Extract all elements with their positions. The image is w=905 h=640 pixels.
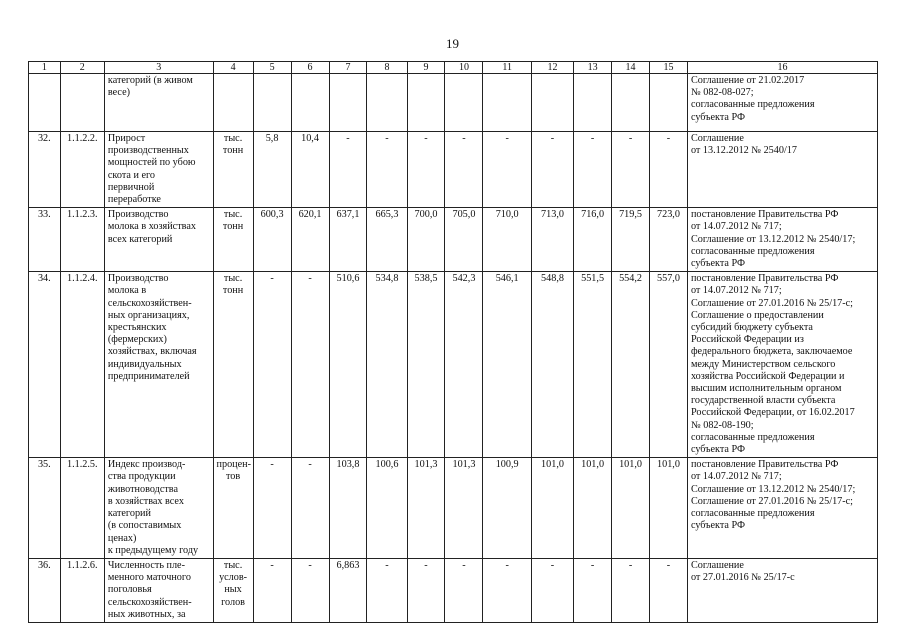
column-header: 8 <box>367 62 407 74</box>
column-header: 12 <box>531 62 573 74</box>
value-cell: - <box>650 132 688 208</box>
value-cell <box>367 74 407 132</box>
value-cell: 665,3 <box>367 208 407 272</box>
column-header: 5 <box>253 62 291 74</box>
value-cell: 101,0 <box>531 458 573 559</box>
row-number: 33. <box>29 208 61 272</box>
column-header: 11 <box>483 62 532 74</box>
value-cell: 101,3 <box>407 458 445 559</box>
unit: тыс. услов- ных голов <box>213 558 253 622</box>
value-cell <box>407 74 445 132</box>
value-cell: - <box>574 558 612 622</box>
column-number-row <box>29 62 878 74</box>
value-cell: - <box>407 132 445 208</box>
value-cell: 600,3 <box>253 208 291 272</box>
value-cell: 542,3 <box>445 272 483 458</box>
row-code: 1.1.2.5. <box>60 458 104 559</box>
value-cell: 620,1 <box>291 208 329 272</box>
value-cell: 557,0 <box>650 272 688 458</box>
value-cell <box>650 74 688 132</box>
value-cell: - <box>329 132 367 208</box>
value-cell: 101,0 <box>650 458 688 559</box>
value-cell: 101,3 <box>445 458 483 559</box>
value-cell: 6,863 <box>329 558 367 622</box>
column-header: 6 <box>291 62 329 74</box>
value-cell: 716,0 <box>574 208 612 272</box>
row-number: 32. <box>29 132 61 208</box>
value-cell <box>329 74 367 132</box>
row-code: 1.1.2.2. <box>60 132 104 208</box>
value-cell: - <box>445 558 483 622</box>
value-cell <box>531 74 573 132</box>
column-header: 1 <box>29 62 61 74</box>
column-header: 14 <box>612 62 650 74</box>
column-header: 9 <box>407 62 445 74</box>
indicator-name: Индекс производ- ства продукции животноводства в хозяйствах всех категорий (в сопоставимых ценах) к предыдущему году <box>104 458 213 559</box>
value-cell: 723,0 <box>650 208 688 272</box>
value-cell: - <box>531 132 573 208</box>
value-cell: - <box>291 558 329 622</box>
value-cell <box>574 74 612 132</box>
row-number <box>29 74 61 132</box>
column-header: 13 <box>574 62 612 74</box>
value-cell: - <box>574 132 612 208</box>
table-row <box>29 132 878 208</box>
column-header: 3 <box>104 62 213 74</box>
value-cell: 100,6 <box>367 458 407 559</box>
value-cell: - <box>253 458 291 559</box>
value-cell: 510,6 <box>329 272 367 458</box>
value-cell: 548,8 <box>531 272 573 458</box>
value-cell <box>253 74 291 132</box>
value-cell: - <box>483 132 532 208</box>
value-cell: 700,0 <box>407 208 445 272</box>
indicator-name: Производство молока в сельскохозяйствен- ных организациях, крестьянских (фермерских) хозяйствах, включая индивидуальных предпринимателей <box>104 272 213 458</box>
basis-document: постановление Правительства РФ от 14.07.2012 № 717; Соглашение от 27.01.2016 № 25/17-с; Соглашение о предоставлении субсидий бюджету субъекта Российской Федерации из федерального бюджета, заключаемое между Министерством сельского хозяйства Российской Федерации и высшим исполнительным органом государственной власти субъекта Российской Федерации, от 16.02.2017 № 082-08-190; согласованные предложения субъекта РФ <box>687 272 877 458</box>
value-cell: - <box>445 132 483 208</box>
row-number: 35. <box>29 458 61 559</box>
page-number: 19 <box>446 36 459 51</box>
value-cell: 551,5 <box>574 272 612 458</box>
value-cell: - <box>483 558 532 622</box>
table-row <box>29 74 878 132</box>
indicators-table <box>28 61 878 623</box>
value-cell <box>291 74 329 132</box>
row-number: 34. <box>29 272 61 458</box>
value-cell: 101,0 <box>574 458 612 559</box>
unit: тыс. тонн <box>213 272 253 458</box>
value-cell: - <box>291 272 329 458</box>
value-cell: - <box>612 132 650 208</box>
value-cell: - <box>531 558 573 622</box>
indicator-name: категорий (в живом весе) <box>104 74 213 132</box>
basis-document: Соглашение от 21.02.2017 № 082-08-027; согласованные предложения субъекта РФ <box>687 74 877 132</box>
value-cell: 705,0 <box>445 208 483 272</box>
value-cell: 100,9 <box>483 458 532 559</box>
value-cell: 101,0 <box>612 458 650 559</box>
value-cell: - <box>253 272 291 458</box>
row-code: 1.1.2.6. <box>60 558 104 622</box>
value-cell: 534,8 <box>367 272 407 458</box>
value-cell: - <box>291 458 329 559</box>
basis-document: постановление Правительства РФ от 14.07.2012 № 717; Соглашение от 13.12.2012 № 2540/17; Соглашение от 27.01.2016 № 25/17-с; согласованные предложения субъекта РФ <box>687 458 877 559</box>
column-header: 16 <box>687 62 877 74</box>
value-cell: 10,4 <box>291 132 329 208</box>
unit: тыс. тонн <box>213 132 253 208</box>
column-header: 10 <box>445 62 483 74</box>
table-row <box>29 272 878 458</box>
value-cell: 538,5 <box>407 272 445 458</box>
unit: тыс. тонн <box>213 208 253 272</box>
table-row <box>29 208 878 272</box>
value-cell: - <box>407 558 445 622</box>
row-code: 1.1.2.3. <box>60 208 104 272</box>
basis-document: Соглашение от 27.01.2016 № 25/17-с <box>687 558 877 622</box>
column-header: 7 <box>329 62 367 74</box>
value-cell: 713,0 <box>531 208 573 272</box>
value-cell: - <box>367 132 407 208</box>
column-header: 15 <box>650 62 688 74</box>
value-cell: 719,5 <box>612 208 650 272</box>
value-cell: - <box>650 558 688 622</box>
indicator-name: Прирост производственных мощностей по убою скота и его первичной переработке <box>104 132 213 208</box>
value-cell: 710,0 <box>483 208 532 272</box>
table-row <box>29 558 878 622</box>
value-cell: 103,8 <box>329 458 367 559</box>
unit <box>213 74 253 132</box>
value-cell <box>612 74 650 132</box>
value-cell: 546,1 <box>483 272 532 458</box>
value-cell: - <box>612 558 650 622</box>
value-cell <box>445 74 483 132</box>
column-header: 4 <box>213 62 253 74</box>
value-cell: - <box>253 558 291 622</box>
unit: процен- тов <box>213 458 253 559</box>
value-cell <box>483 74 532 132</box>
basis-document: постановление Правительства РФ от 14.07.2012 № 717; Соглашение от 13.12.2012 № 2540/17; согласованные предложения субъекта РФ <box>687 208 877 272</box>
value-cell: 5,8 <box>253 132 291 208</box>
indicator-name: Численность пле- менного маточного поголовья сельскохозяйствен- ных животных, за <box>104 558 213 622</box>
column-header: 2 <box>60 62 104 74</box>
value-cell: - <box>367 558 407 622</box>
indicator-name: Производство молока в хозяйствах всех категорий <box>104 208 213 272</box>
value-cell: 637,1 <box>329 208 367 272</box>
value-cell: 554,2 <box>612 272 650 458</box>
basis-document: Соглашение от 13.12.2012 № 2540/17 <box>687 132 877 208</box>
row-code <box>60 74 104 132</box>
row-number: 36. <box>29 558 61 622</box>
row-code: 1.1.2.4. <box>60 272 104 458</box>
table-row <box>29 458 878 559</box>
